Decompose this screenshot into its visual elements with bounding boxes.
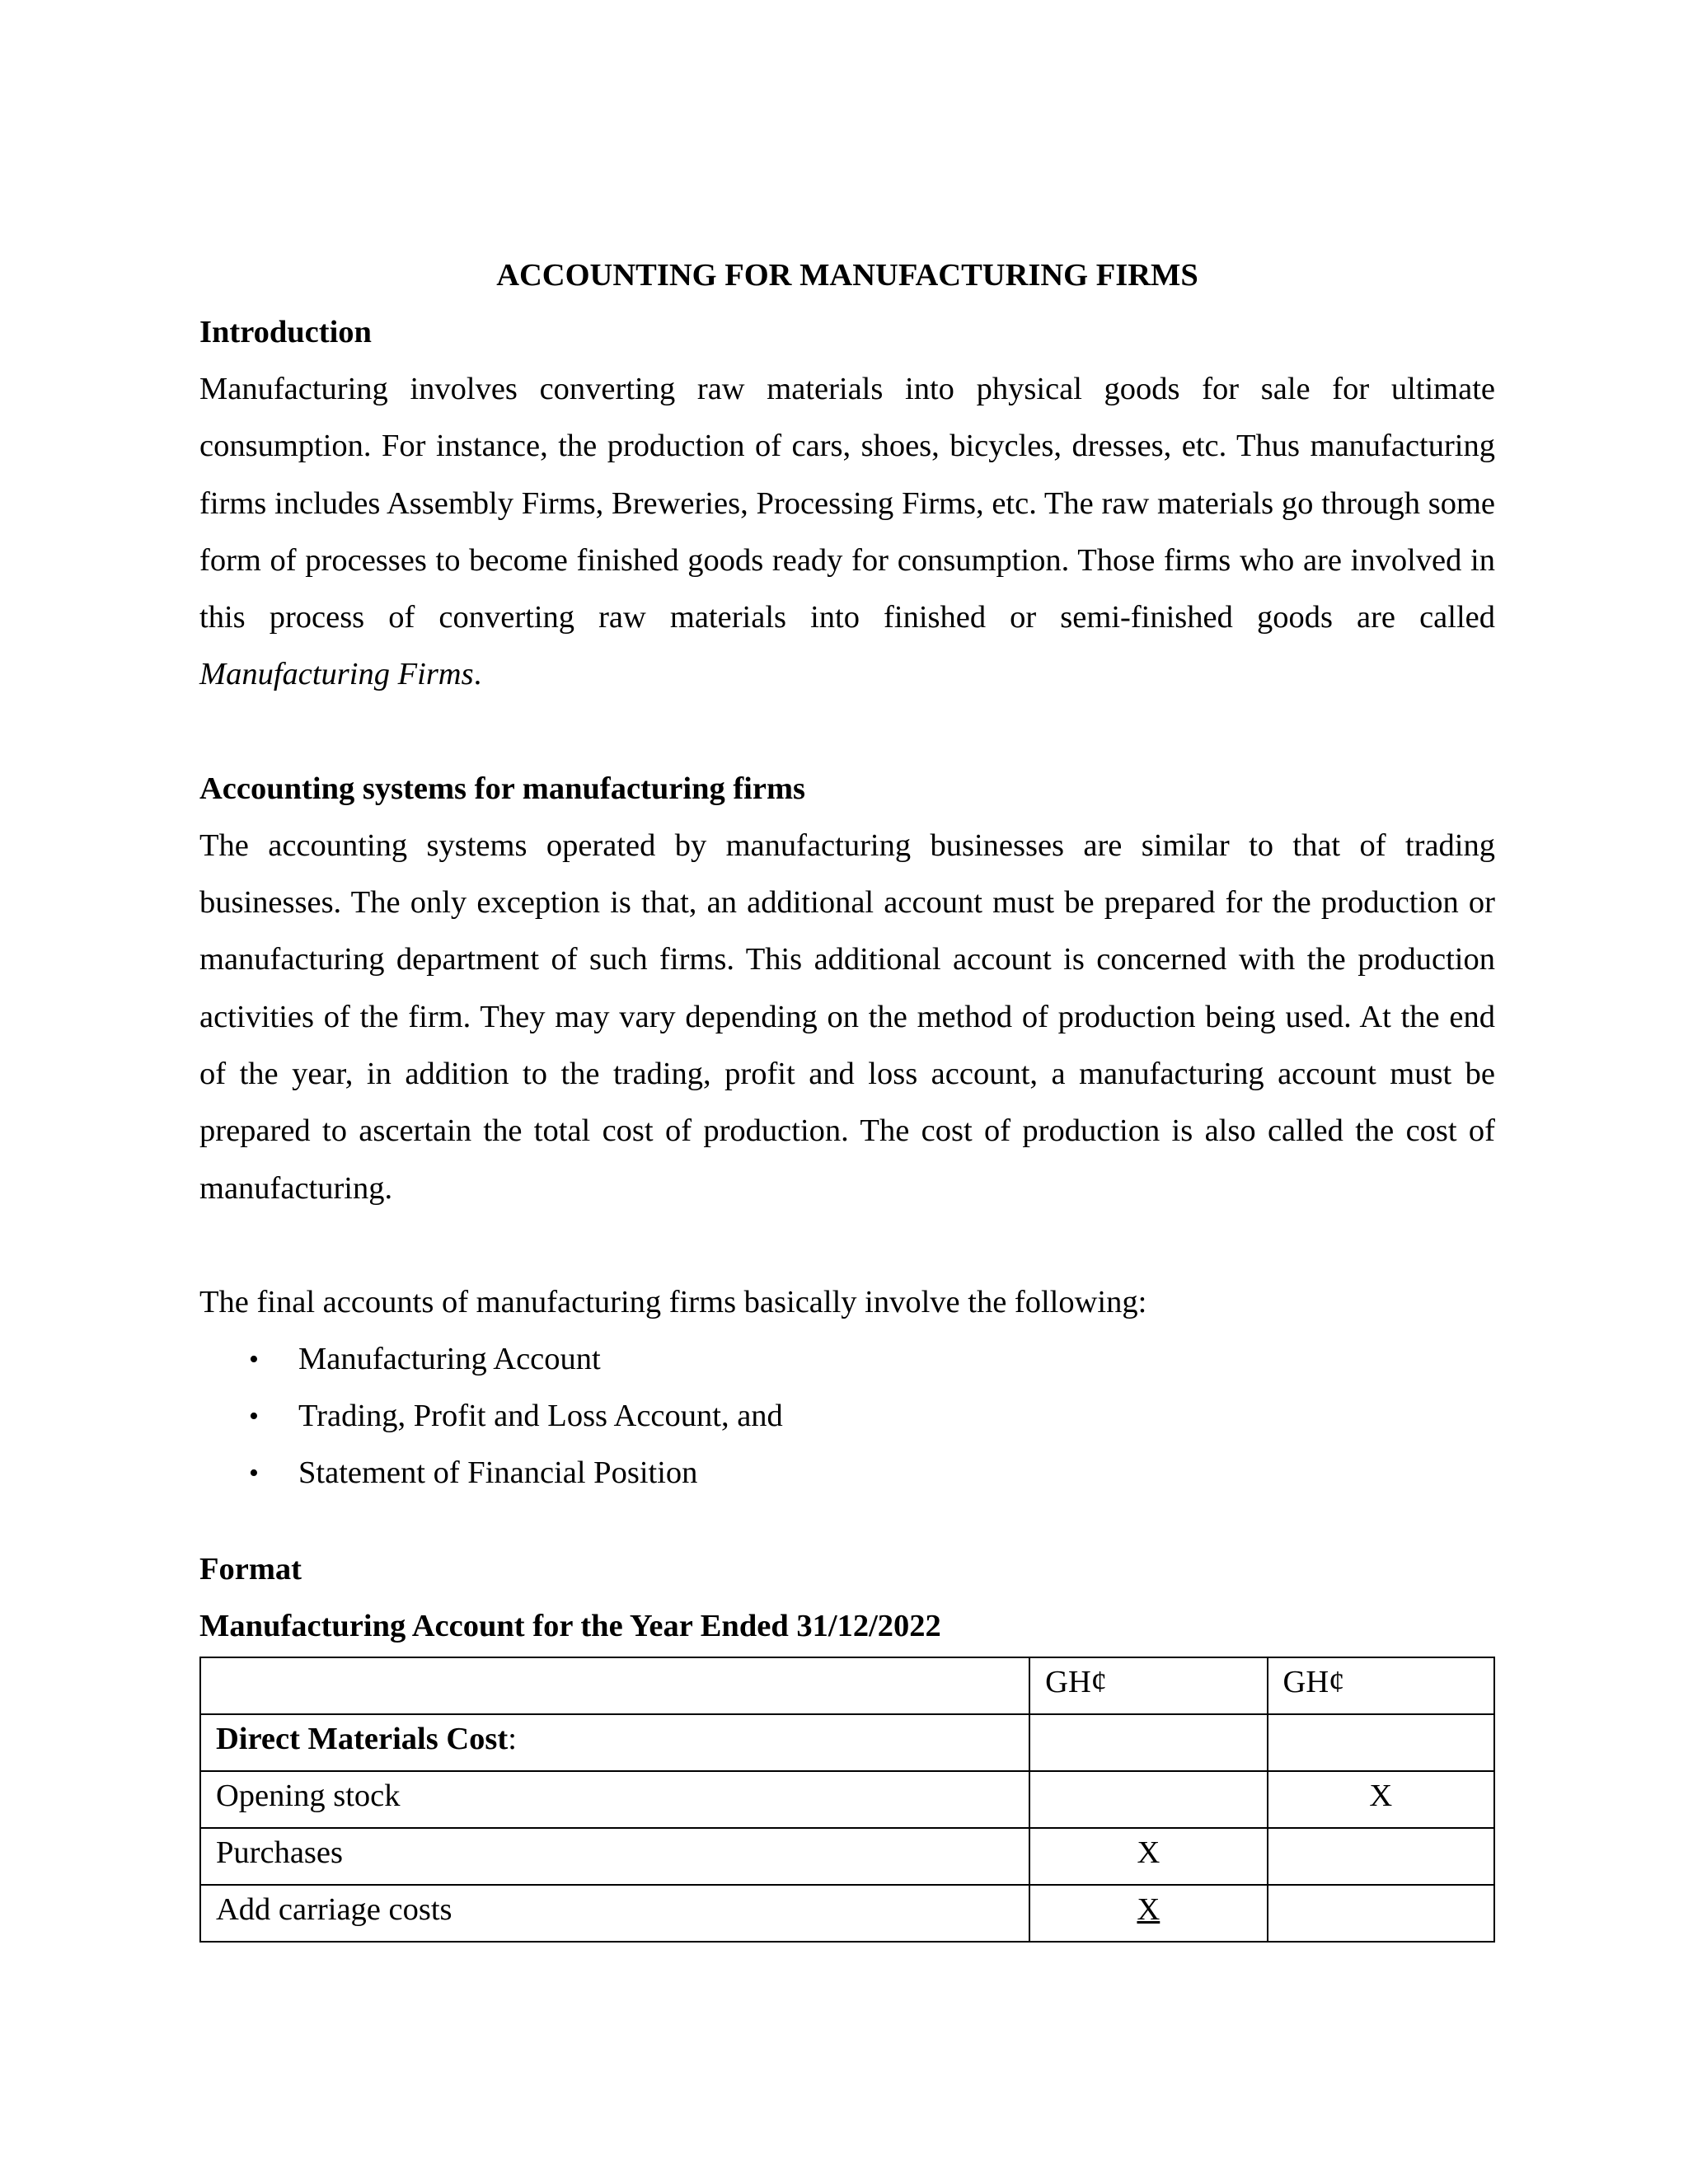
table-cell-col1	[1029, 1771, 1267, 1828]
table-title: Manufacturing Account for the Year Ended 31/12/2022	[199, 1608, 941, 1643]
table-cell-col1: X	[1029, 1885, 1267, 1942]
accounting-systems-paragraph: The accounting systems operated by manufacturing businesses are similar to that of trading businesses. The only exception is that, an additional account must be prepared for the production or manufacturing department of such firms. This additional account is concerned with the production activities of the firm. They may vary depending on the method of production being used. At the end of the year, in addition to the trading, profit and loss account, a manufacturing account must be prepared to ascertain the total cost of production. The cost of production is also called the cost of manufacturing.	[199, 827, 1495, 1206]
section-heading-accounting-systems: Accounting systems for manufacturing firms	[199, 771, 806, 806]
list-item	[199, 1331, 1495, 1388]
table-header-cell: GH¢	[1029, 1657, 1267, 1714]
final-accounts-intro: The final accounts of manufacturing firms basically involve the following:	[199, 1284, 1147, 1319]
introduction-paragraph	[199, 361, 1495, 704]
table-cell	[1029, 1714, 1267, 1771]
table-header-row	[200, 1657, 1494, 1714]
bullet-icon: •	[249, 1457, 259, 1488]
table-header-cell: GH¢	[1268, 1657, 1494, 1714]
bullet-icon: •	[249, 1343, 259, 1375]
section-heading-introduction: Introduction	[199, 315, 372, 349]
table-cell-col2	[1268, 1828, 1494, 1885]
manufacturing-account-table	[199, 1657, 1495, 1943]
section-label-suffix: :	[508, 1721, 517, 1756]
spacer	[199, 1217, 1495, 1274]
table-cell	[1268, 1714, 1494, 1771]
document-title: ACCOUNTING FOR MANUFACTURING FIRMS	[496, 258, 1198, 293]
section-label-text: Direct Materials Cost	[216, 1721, 509, 1756]
table-row	[200, 1885, 1494, 1942]
table-cell-col2	[1268, 1885, 1494, 1942]
list-item	[199, 1388, 1495, 1445]
section-heading-format: Format	[199, 1551, 302, 1586]
list-item	[199, 1445, 1495, 1502]
table-row-label: Add carriage costs	[200, 1885, 1029, 1942]
table-cell-col1: X	[1029, 1828, 1267, 1885]
list-item-text: Trading, Profit and Loss Account, and	[298, 1398, 783, 1433]
table-row	[200, 1828, 1494, 1885]
table-row	[200, 1714, 1494, 1771]
spacer	[199, 704, 1495, 761]
table-cell-col2: X	[1268, 1771, 1494, 1828]
table-row	[200, 1771, 1494, 1828]
table-row-label: Purchases	[200, 1828, 1029, 1885]
spacer	[199, 1502, 1495, 1541]
bullet-icon: •	[249, 1400, 259, 1432]
document-content	[199, 247, 1495, 1943]
table-section-label	[200, 1714, 1029, 1771]
table-header-cell	[200, 1657, 1029, 1714]
italic-term-manufacturing-firms: Manufacturing Firms	[199, 657, 474, 692]
introduction-text-end: .	[473, 657, 482, 692]
table-row-label: Opening stock	[200, 1771, 1029, 1828]
final-accounts-list	[199, 1331, 1495, 1502]
list-item-text: Manufacturing Account	[298, 1341, 601, 1376]
list-item-text: Statement of Financial Position	[298, 1455, 698, 1490]
introduction-text: Manufacturing involves converting raw materials into physical goods for sale for ultimate consumption. For instance, the production of cars, shoes, bicycles, dresses, etc. Thus manufacturing firms includes Assembly Firms, Breweries, Processing Firms, etc. The raw materials go through some form of processes to become finished goods ready for consumption. Those firms who are involved in this process of converting raw materials into finished or semi-finished goods are called	[199, 372, 1495, 635]
